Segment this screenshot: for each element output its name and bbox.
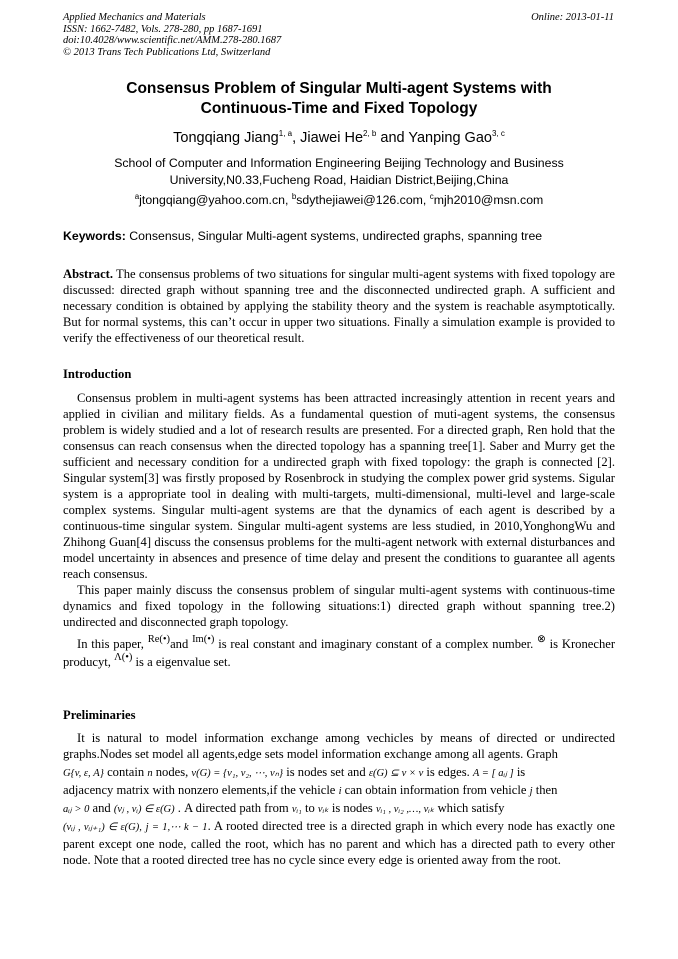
affiliation-line-1: School of Computer and Information Engineering Beijing Technology and Business [114, 156, 564, 170]
math-j-range: j = 1,⋯ k − 1 [145, 822, 208, 833]
math-vi1: vᵢ₁ [291, 804, 302, 815]
math-path-edge: (vᵢⱼ , vᵢⱼ₊₁) ∈ ε(G), [63, 822, 142, 833]
text-run: can obtain information from vehicle [344, 783, 527, 797]
math-otimes: ⊗ [537, 634, 546, 645]
email-link[interactable]: sdythejiawei@126.com, [296, 193, 427, 207]
author-list: Tongqiang Jiang$^{1, a}$, Jiawei He$^{2, b}$ and Yanping Gao$^{3, c}$ [173, 129, 505, 146]
author-name: Tongqiang Jiang [173, 130, 279, 146]
title-line-2: Continuous-Time and Fixed Topology [200, 100, 478, 117]
text-run: and [92, 801, 111, 815]
math-graph: G{v, ε, A} [63, 768, 104, 779]
keywords-label: Keywords: [63, 229, 126, 243]
prelim-line-4 [63, 800, 615, 818]
text-run: is nodes set and [286, 765, 366, 779]
paper-title [63, 79, 615, 119]
email-mark: b [291, 191, 297, 201]
email-mark: c [429, 191, 434, 201]
author-affil-mark: 3, c [491, 129, 505, 139]
author-and: and [380, 130, 405, 146]
author-name: Jiawei He [300, 130, 364, 146]
journal-header [63, 12, 281, 58]
text-run: is edges. [426, 765, 470, 779]
intro-paragraph-2: This paper mainly discuss the consensus problem of singular multi-agent systems with continuous-time dynamics and fixed topology in the following situations:1) directed graph without spanning tree.2) undirected and disconnected graph topology. [63, 583, 615, 629]
text-run: . A directed path from [177, 801, 289, 815]
math-sequence: vᵢ₁ , vᵢ₂ ,…, vᵢₖ [375, 804, 435, 815]
email-link[interactable]: jtongqiang@yahoo.com.cn, [139, 193, 289, 207]
text-run: is nodes [331, 801, 373, 815]
abstract-text: The consensus problems of two situations for singular multi-agent systems with fixed topology are discussed: directed graph without spanning tree and the disconnected undirected graph. A sufficient and necessary condition is obtained by applying the stability theory and the system is reachable asymptotically. But for normal systems, this can’t occur in upper two situations. Finally a simulation example is provided to verify the effectiveness of our theoretical result. [63, 267, 616, 345]
math-aij: aᵢⱼ > 0 [63, 804, 90, 815]
issn-line: ISSN: 1662-7482, Vols. 278-280, pp 1687-1691 [63, 23, 263, 35]
text-run: nodes, [155, 765, 189, 779]
author-name: Yanping Gao [408, 130, 492, 146]
text-run: contain [107, 765, 145, 779]
text-run: In this paper, [77, 637, 144, 651]
title-line-1: Consensus Problem of Singular Multi-agent Systems with [126, 80, 552, 97]
prelim-paragraph-end [63, 818, 615, 868]
text-run: is a eigenvalue set. [135, 655, 231, 669]
intro-paragraph-3 [63, 636, 615, 672]
text-run: Kronecher producyt, [63, 637, 616, 669]
math-vik: vᵢₖ [317, 804, 329, 815]
copyright-line: © 2013 Trans Tech Publications Ltd, Switzerland [63, 46, 271, 58]
text-run: then [535, 783, 558, 797]
intro-paragraph-1: Consensus problem in multi-agent systems has been attracted increasingly attention in recent years and applied in civilian and military fields. As a fundamental question of muti-agent systems, the consensus problem is widely studied and a lot of research results are presented. For a directed graph, Ren hold that the consensus can reach consensus when the directed topology has a spanning tree[1]. Saber and Murry get the sufficient and necessary condition for a undirected graph with fixed topology: the graph is connected [2]. Singular system[3] was firstly proposed by Rosenbrock in studying the complex power grid systems. Sigular system is a appropriate tool in dealing with multi-targets, multi-dimensional, multi-level and large-scale complex systems. Singular multi-agent systems are that the dynamics of each agent is described by a continuous-time singular system. Singular multi-agent systems are less studied, in 2010,YonghongWu and Zhihong Guan[4] discuss the consensus problems for the multi-agent network with external disturbances and model uncertainty in absences and presence of time delay and present the conditions to guarantee all agents reach consensus. [63, 391, 615, 581]
math-im: Im(•) [192, 634, 215, 645]
prelim-line-3 [63, 782, 615, 800]
email-list [63, 193, 615, 207]
doi-line: doi:10.4028/www.scientific.net/AMM.278-280.1687 [63, 35, 282, 46]
abstract [63, 266, 615, 346]
math-lambda: Λ(•) [114, 652, 133, 663]
introduction-body [63, 390, 615, 672]
introduction-heading: Introduction [63, 367, 132, 381]
journal-name: Applied Mechanics and Materials [63, 12, 206, 23]
text-run: and [170, 637, 189, 651]
math-edge-set: ε(G) ⊆ v × v [368, 768, 424, 779]
text-run: . A rooted directed tree is a directed graph in which every node has exactly one parent except one node, called the root, which has no parent and which has a directed path to every other node. Note that a rooted directed tree has no cycle since every edge is oriented away from the root. [63, 819, 615, 867]
author-affil-mark: 1, a [278, 129, 293, 139]
text-run: is [516, 765, 526, 779]
text-run: to [304, 801, 315, 815]
math-i: i [338, 786, 342, 797]
affiliation-line-2: University,N0.33,Fucheng Road, Haidian District,Beijing,China [169, 173, 509, 187]
text-run: is [549, 637, 559, 651]
math-re: Re(•) [147, 634, 171, 645]
preliminaries-heading: Preliminaries [63, 708, 136, 722]
online-date: Online: 2013-01-11 [531, 12, 614, 23]
text-run: which satisfy [437, 801, 505, 815]
math-edge: (vⱼ , vᵢ) ∈ ε(G) [113, 804, 175, 815]
text-run: is real constant and imaginary constant of a complex number. [218, 637, 534, 651]
keywords [63, 229, 623, 243]
email-link[interactable]: mjh2010@msn.com [433, 193, 544, 207]
math-j: j [529, 786, 533, 797]
math-adjacency: A = [ aᵢⱼ ] [472, 768, 514, 779]
affiliation [63, 155, 615, 189]
email-mark: a [134, 191, 140, 201]
abstract-label: Abstract. [63, 267, 114, 281]
text-run: adjacency matrix with nonzero elements,if the vehicle [63, 783, 336, 797]
prelim-paragraph-1: It is natural to model information exchange among vechicles by means of directed or undirected graphs.Nodes set model all agents,edge sets model information exchange among all agents. Graph [63, 731, 615, 761]
math-node-set: v(G) = {v₁, v₂, ⋯, vₙ} [191, 768, 284, 779]
keywords-text: Consensus, Singular Multi-agent systems, undirected graphs, spanning tree [129, 229, 543, 243]
prelim-line-2 [63, 764, 615, 782]
math-n: n [147, 768, 153, 779]
author-affil-mark: 2, b [363, 129, 377, 139]
preliminaries-body [63, 730, 615, 868]
